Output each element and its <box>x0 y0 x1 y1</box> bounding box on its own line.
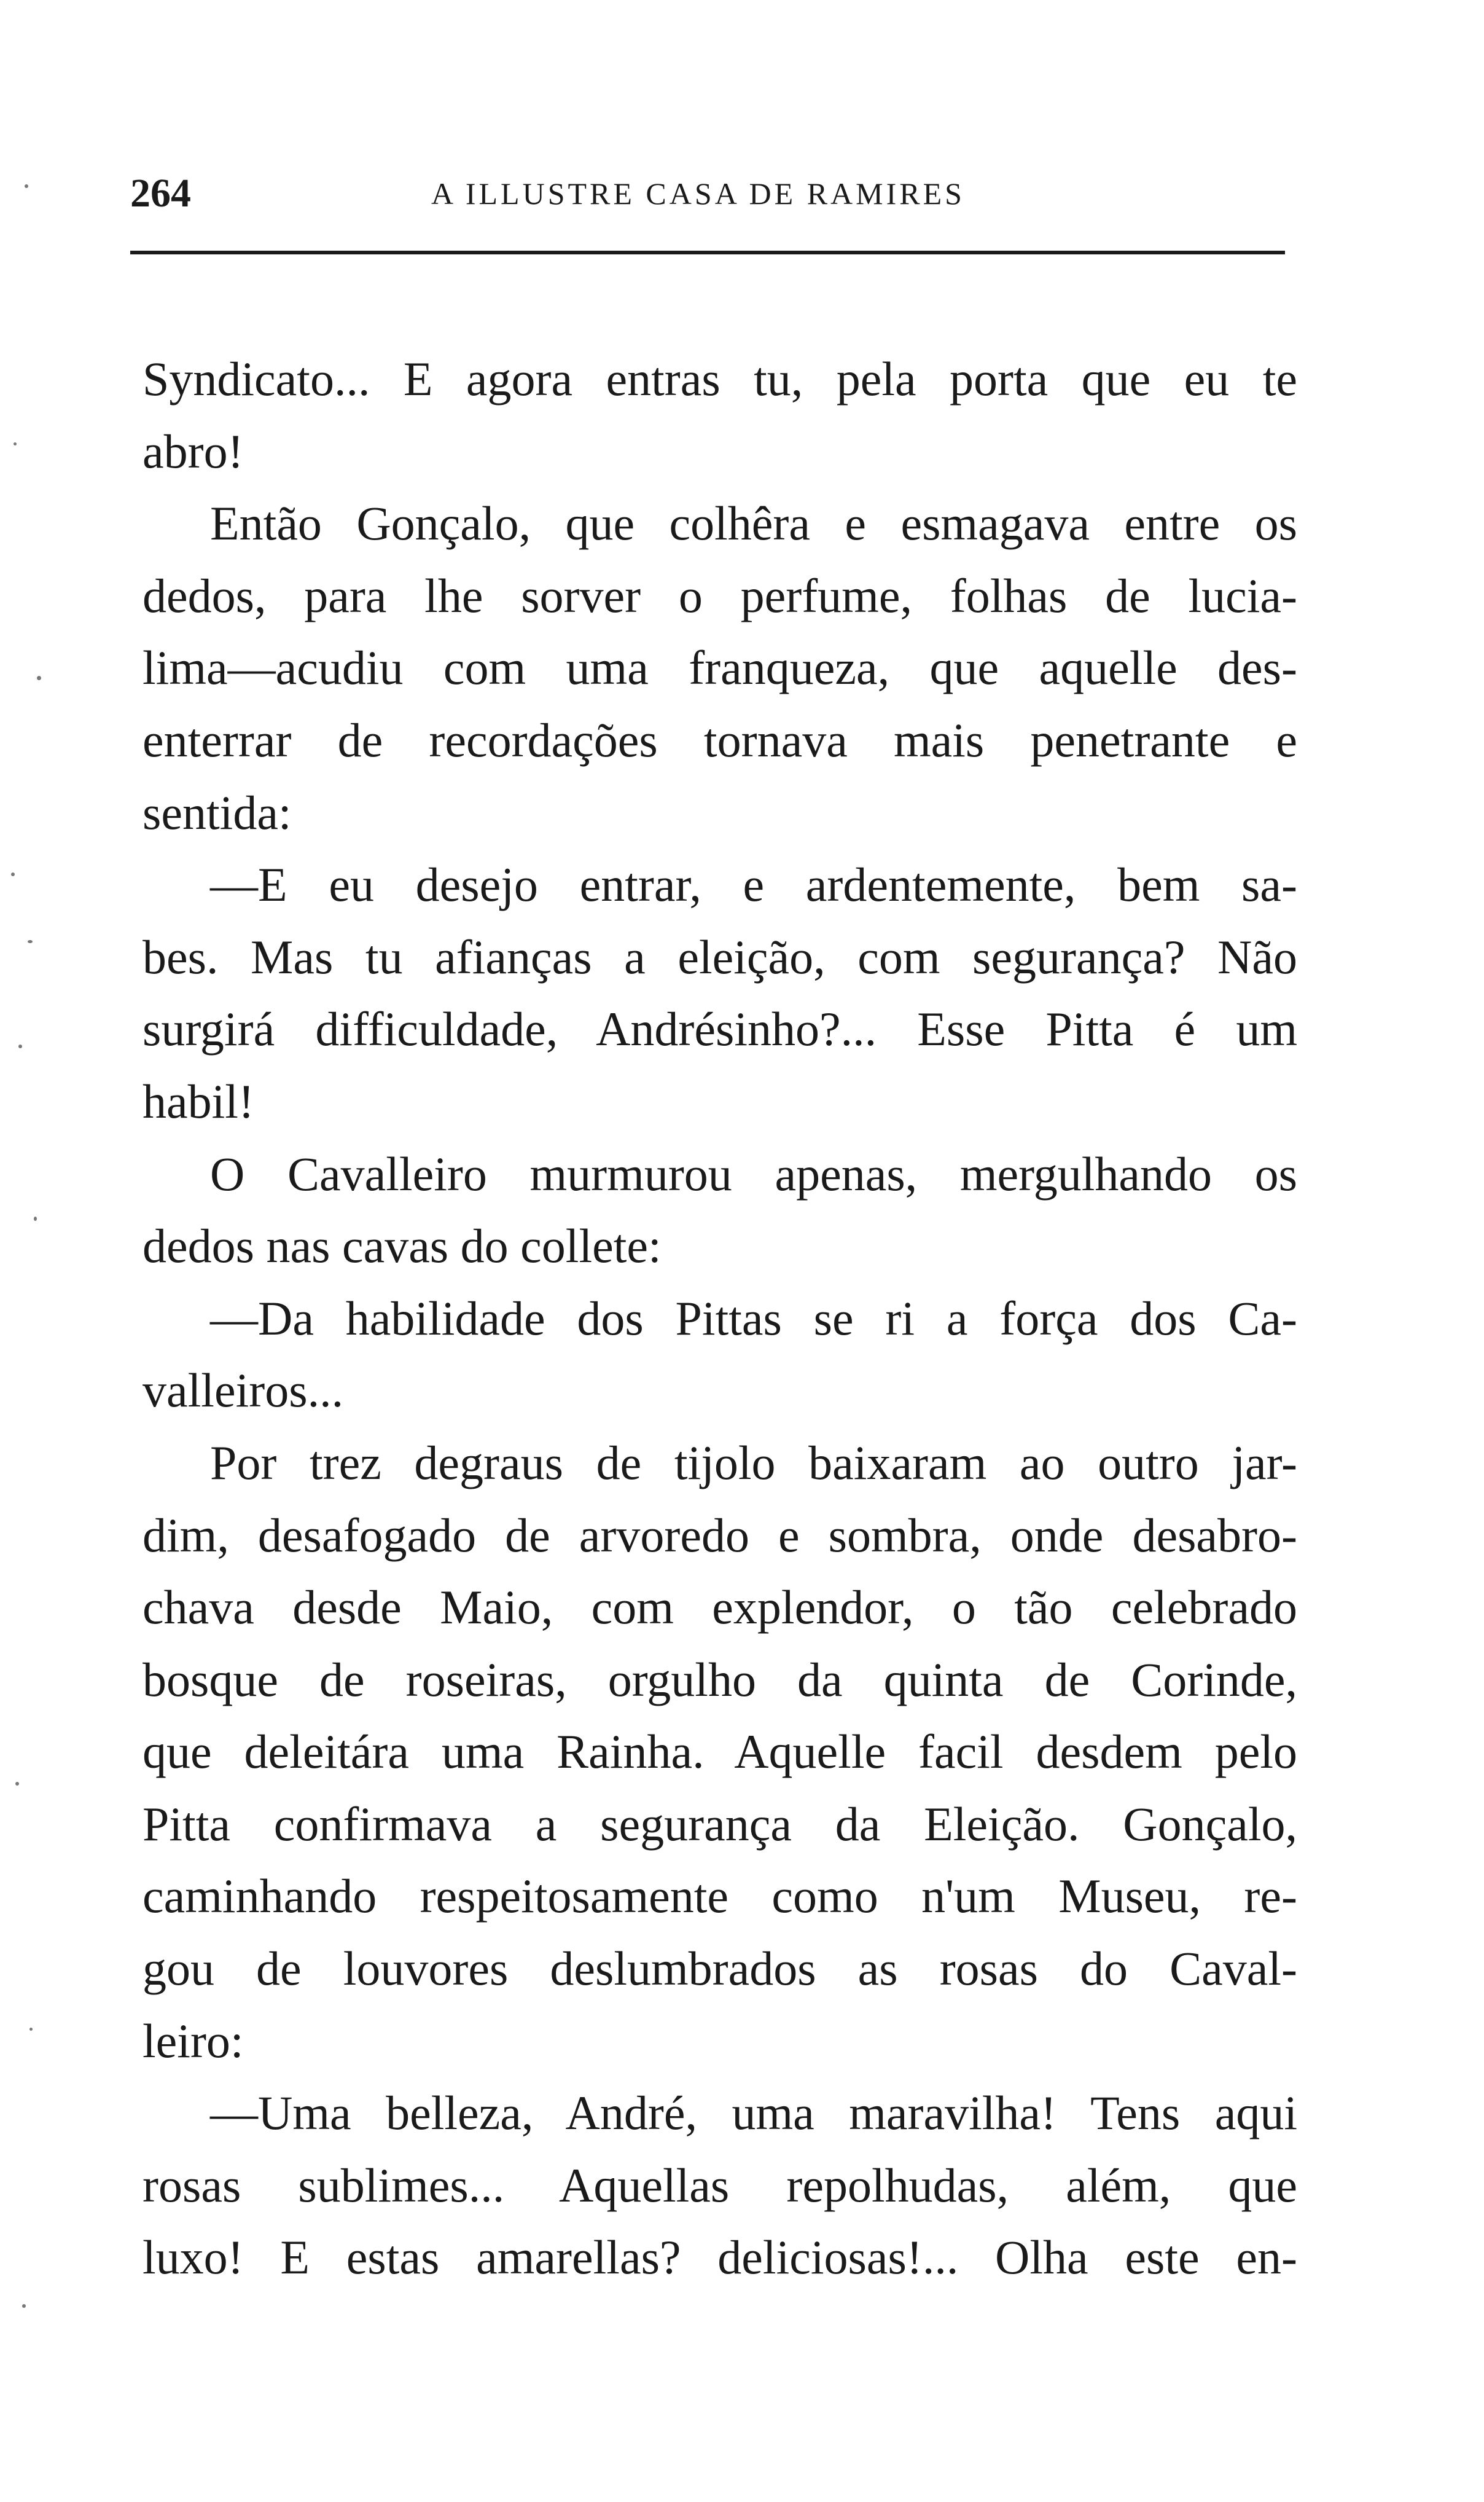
text-line: enterrar de recordações tornava mais penetrante e <box>143 713 1297 767</box>
text-line: O Cavalleiro murmurou apenas, mergulhando os <box>210 1147 1297 1201</box>
text-line: Por trez degraus de tijolo baixaram ao outro jar- <box>210 1435 1297 1489</box>
text-line: leiro: <box>143 2014 244 2068</box>
margin-specks <box>0 0 111 2502</box>
page-number: 264 <box>130 171 191 216</box>
text-line: —E eu desejo entrar, e ardentemente, bem sa- <box>210 858 1297 912</box>
body-text <box>143 343 1297 2294</box>
page-header <box>130 166 1285 221</box>
header-rule <box>130 251 1285 254</box>
text-line: valleiros... <box>143 1363 344 1418</box>
text-line: habil! <box>143 1074 254 1128</box>
text-line: Então Gonçalo, que colhêra e esmagava entre os <box>210 496 1297 551</box>
running-title: A ILLUSTRE CASA DE RAMIRES <box>431 176 965 211</box>
text-line: que deleitára uma Rainha. Aquelle facil desdem pelo <box>143 1725 1297 1779</box>
text-line: rosas sublimes... Aquellas repolhudas, além, que <box>143 2158 1297 2212</box>
text-line: Syndicato... E agora entras tu, pela porta que eu te <box>143 352 1297 406</box>
text-line: gou de louvores deslumbrados as rosas do Caval- <box>143 1942 1297 1996</box>
text-line: surgirá difficuldade, Andrésinho?... Esse Pitta é um <box>143 1002 1297 1056</box>
text-line: abro! <box>143 424 244 478</box>
text-line: dim, desafogado de arvoredo e sombra, onde desabro- <box>143 1508 1297 1562</box>
text-line: Pitta confirmava a segurança da Eleição. Gonçalo, <box>143 1797 1297 1851</box>
text-line: dedos nas cavas do collete: <box>143 1219 662 1273</box>
text-line: chava desde Maio, com explendor, o tão celebrado <box>143 1580 1297 1634</box>
text-line: —Da habilidade dos Pittas se ri a força dos Ca- <box>210 1291 1297 1345</box>
text-line: sentida: <box>143 785 292 839</box>
text-line: lima—acudiu com uma franqueza, que aquelle des- <box>143 641 1297 695</box>
text-line: dedos, para lhe sorver o perfume, folhas de lucia- <box>143 568 1297 622</box>
text-line: caminhando respeitosamente como n'um Museu, re- <box>143 1869 1297 1923</box>
text-line: —Uma belleza, André, uma maravilha! Tens aqui <box>210 2086 1297 2140</box>
text-line: luxo! E estas amarellas? deliciosas!... Olha este en- <box>143 2230 1297 2284</box>
text-line: bosque de roseiras, orgulho da quinta de Corinde, <box>143 1652 1297 1706</box>
text-line: bes. Mas tu afianças a eleição, com segurança? Não <box>143 930 1297 984</box>
